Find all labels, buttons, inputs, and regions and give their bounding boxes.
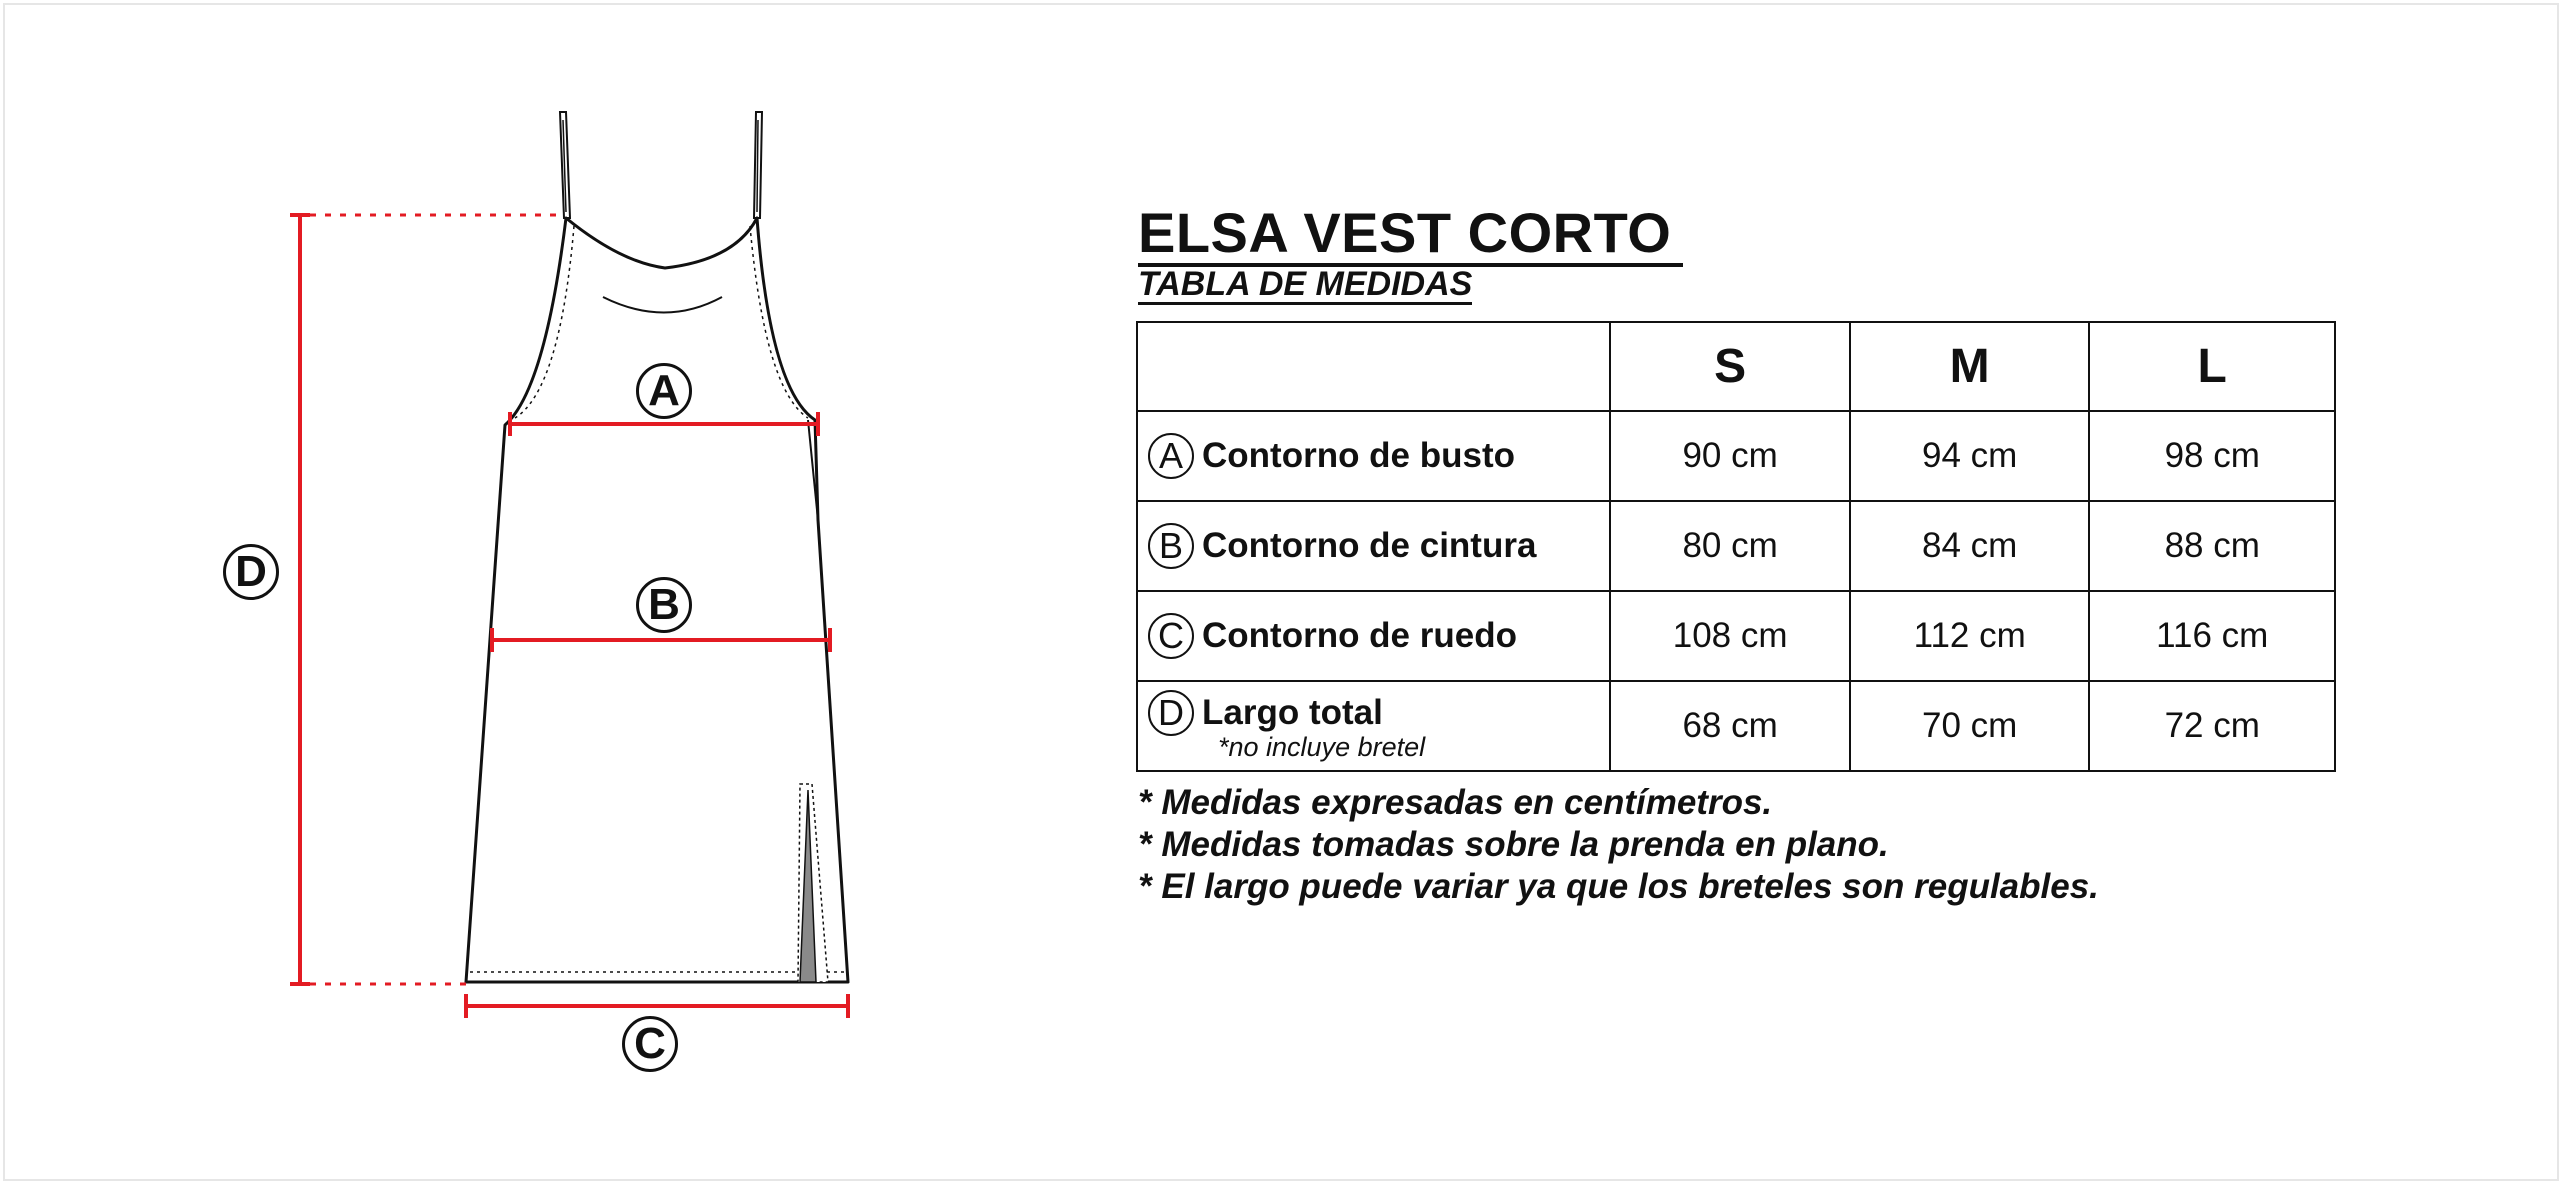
size-chart-table — [1136, 321, 2336, 772]
table-row — [1137, 411, 2335, 501]
row-name: Contorno de busto — [1202, 436, 1516, 475]
row-label — [1137, 411, 1610, 501]
header-size-l: L — [2089, 322, 2335, 411]
diagram-marker-c: C — [622, 1016, 678, 1072]
cell-value: 80 cm — [1610, 501, 1850, 591]
cell-value: 70 cm — [1850, 681, 2090, 771]
cell-value: 84 cm — [1850, 501, 2090, 591]
cell-value: 88 cm — [2089, 501, 2335, 591]
cell-value: 112 cm — [1850, 591, 2090, 681]
footnote: * Medidas expresadas en centímetros. — [1138, 783, 1773, 822]
page-title: ELSA VEST CORTO — [1138, 203, 1683, 267]
row-label — [1137, 501, 1610, 591]
cell-value: 116 cm — [2089, 591, 2335, 681]
row-note: *no incluye bretel — [1218, 731, 1426, 762]
table-row — [1137, 681, 2335, 771]
table-header-row — [1137, 322, 2335, 411]
table-subtitle: TABLA DE MEDIDAS — [1138, 265, 1473, 303]
cell-value: 90 cm — [1610, 411, 1850, 501]
row-marker-b: B — [1148, 523, 1194, 569]
dress-diagram — [0, 0, 1000, 1184]
table-row — [1137, 591, 2335, 681]
footnotes — [1138, 782, 2099, 908]
cell-value: 98 cm — [2089, 411, 2335, 501]
row-marker-d: D — [1148, 690, 1194, 736]
diagram-marker-a: A — [636, 363, 692, 419]
row-name: Contorno de ruedo — [1202, 616, 1517, 655]
header-size-m: M — [1850, 322, 2090, 411]
cell-value: 94 cm — [1850, 411, 2090, 501]
header-size-s: S — [1610, 322, 1850, 411]
footnote: * Medidas tomadas sobre la prenda en plano. — [1138, 825, 1889, 864]
row-marker-a: A — [1148, 433, 1194, 479]
footnote: * El largo puede variar ya que los breteles son regulables. — [1138, 867, 2099, 906]
diagram-marker-d: D — [223, 544, 279, 600]
table-row — [1137, 501, 2335, 591]
row-name: Largo total — [1202, 692, 1383, 732]
row-marker-c: C — [1148, 613, 1194, 659]
diagram-marker-b: B — [636, 577, 692, 633]
row-name: Contorno de cintura — [1202, 526, 1537, 565]
cell-value: 108 cm — [1610, 591, 1850, 681]
cell-value: 72 cm — [2089, 681, 2335, 771]
header-corner — [1137, 322, 1610, 411]
row-label — [1137, 681, 1610, 771]
cell-value: 68 cm — [1610, 681, 1850, 771]
row-label — [1137, 591, 1610, 681]
